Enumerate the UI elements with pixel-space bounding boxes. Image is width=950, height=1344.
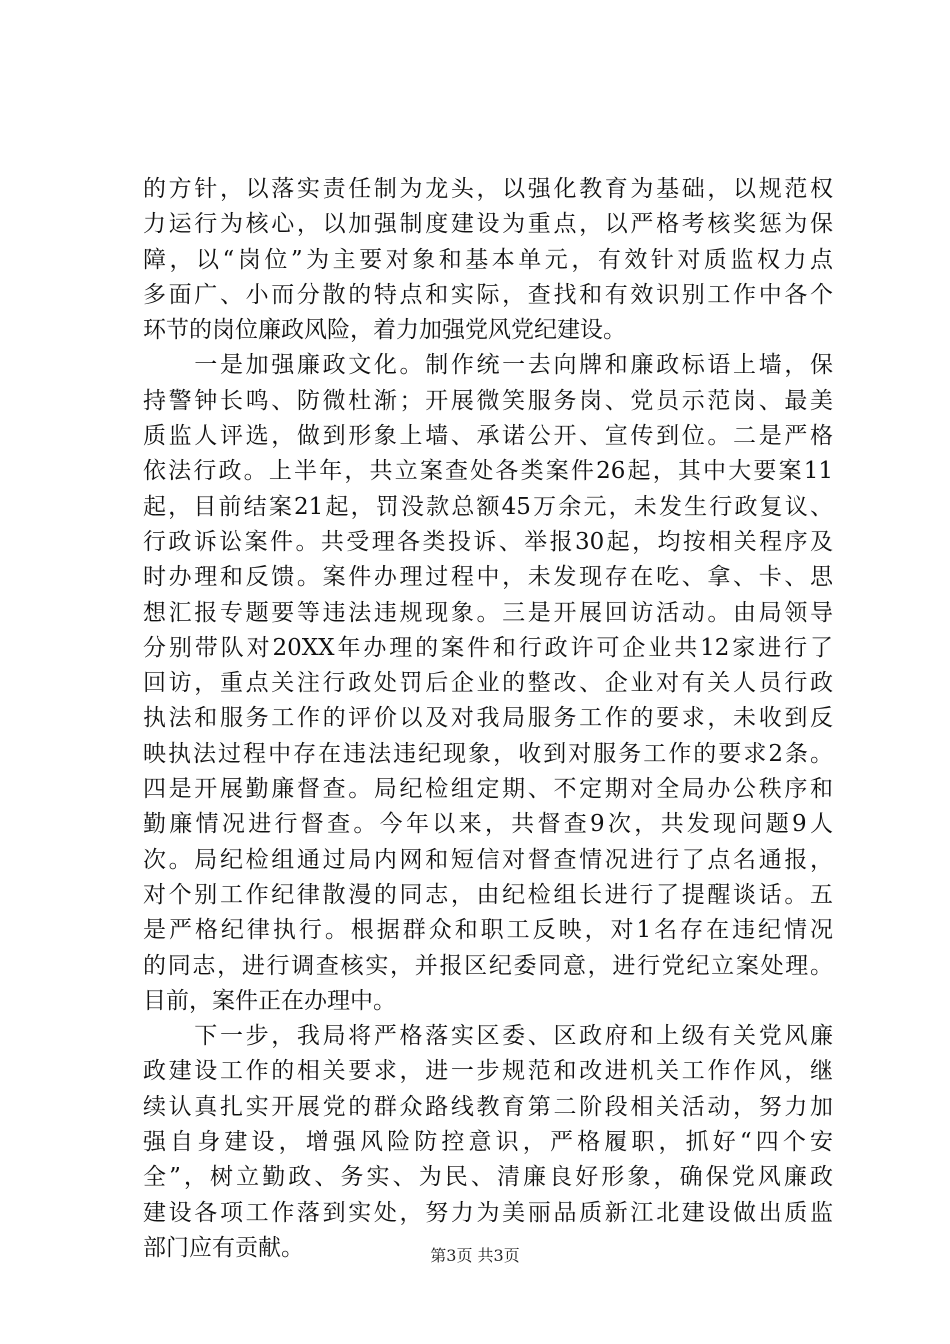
text-line: 依法行政。上半年，共立案查处各类案件26起，其中大要案11 — [143, 458, 833, 485]
text-line: 续认真扎实开展党的群众路线教育第二阶段相关活动，努力加 — [143, 1093, 833, 1120]
text-line: 次。局纪检组通过局内网和短信对督查情况进行了点名通报， — [143, 846, 833, 873]
text-line: 是严格纪律执行。根据群众和职工反映，对1名存在违纪情况 — [143, 917, 833, 944]
text-line: 环节的岗位廉政风险，着力加强党风党纪建设。 — [143, 317, 626, 344]
text-line: 全”，树立勤政、务实、为民、清廉良好形象，确保党风廉政 — [143, 1164, 833, 1191]
paragraph — [143, 348, 833, 1019]
paragraph — [143, 172, 833, 348]
text-line: 建设各项工作落到实处，努力为美丽品质新江北建设做出质监 — [143, 1199, 833, 1226]
text-line: 想汇报专题要等违法违规现象。三是开展回访活动。由局领导 — [143, 599, 833, 626]
text-line: 强自身建设，增强风险防控意识，严格履职，抓好“四个安 — [143, 1129, 833, 1156]
text-line: 的同志，进行调查核实，并报区纪委同意，进行党纪立案处理。 — [143, 952, 833, 979]
text-line: 质监人评选，做到形象上墙、承诺公开、宣传到位。二是严格 — [143, 423, 833, 450]
text-line: 政建设工作的相关要求，进一步规范和改进机关工作作风，继 — [143, 1058, 833, 1085]
text-line: 勤廉情况进行督查。今年以来，共督查9次，共发现问题9人 — [143, 811, 833, 838]
text-line: 执法和服务工作的评价以及对我局服务工作的要求，未收到反 — [143, 705, 833, 732]
text-line: 部门应有贡献。 — [143, 1234, 304, 1261]
text-line: 对个别工作纪律散漫的同志，由纪检组长进行了提醒谈话。五 — [143, 881, 833, 908]
text-line: 多面广、小而分散的特点和实际，查找和有效识别工作中各个 — [143, 281, 833, 308]
text-line: 行政诉讼案件。共受理各类投诉、举报30起，均按相关程序及 — [143, 528, 833, 555]
text-line: 一是加强廉政文化。制作统一去向牌和廉政标语上墙，保 — [143, 352, 833, 379]
text-line: 时办理和反馈。案件办理过程中，未发现存在吃、拿、卡、思 — [143, 564, 833, 591]
text-line: 四是开展勤廉督查。局纪检组定期、不定期对全局办公秩序和 — [143, 776, 833, 803]
text-line: 持警钟长鸣、防微杜渐；开展微笑服务岗、党员示范岗、最美 — [143, 387, 833, 414]
text-line: 力运行为核心，以加强制度建设为重点，以严格考核奖惩为保 — [143, 211, 833, 238]
text-line: 映执法过程中存在违法违纪现象，收到对服务工作的要求2条。 — [143, 740, 833, 767]
document-body — [143, 172, 833, 1266]
page-footer: 第3页 共3页 — [430, 1246, 520, 1265]
text-line: 目前，案件正在办理中。 — [143, 987, 396, 1014]
paragraph — [143, 1019, 833, 1266]
text-line: 分别带队对20XX年办理的案件和行政许可企业共12家进行了 — [143, 634, 833, 661]
text-line: 下一步，我局将严格落实区委、区政府和上级有关党风廉 — [143, 1023, 833, 1050]
text-line: 障，以“岗位”为主要对象和基本单元，有效针对质监权力点 — [143, 246, 833, 273]
text-line: 的方针，以落实责任制为龙头，以强化教育为基础，以规范权 — [143, 176, 833, 202]
text-line: 回访，重点关注行政处罚后企业的整改、企业对有关人员行政 — [143, 670, 833, 697]
text-line: 起，目前结案21起，罚没款总额45万余元，未发生行政复议、 — [143, 493, 833, 520]
